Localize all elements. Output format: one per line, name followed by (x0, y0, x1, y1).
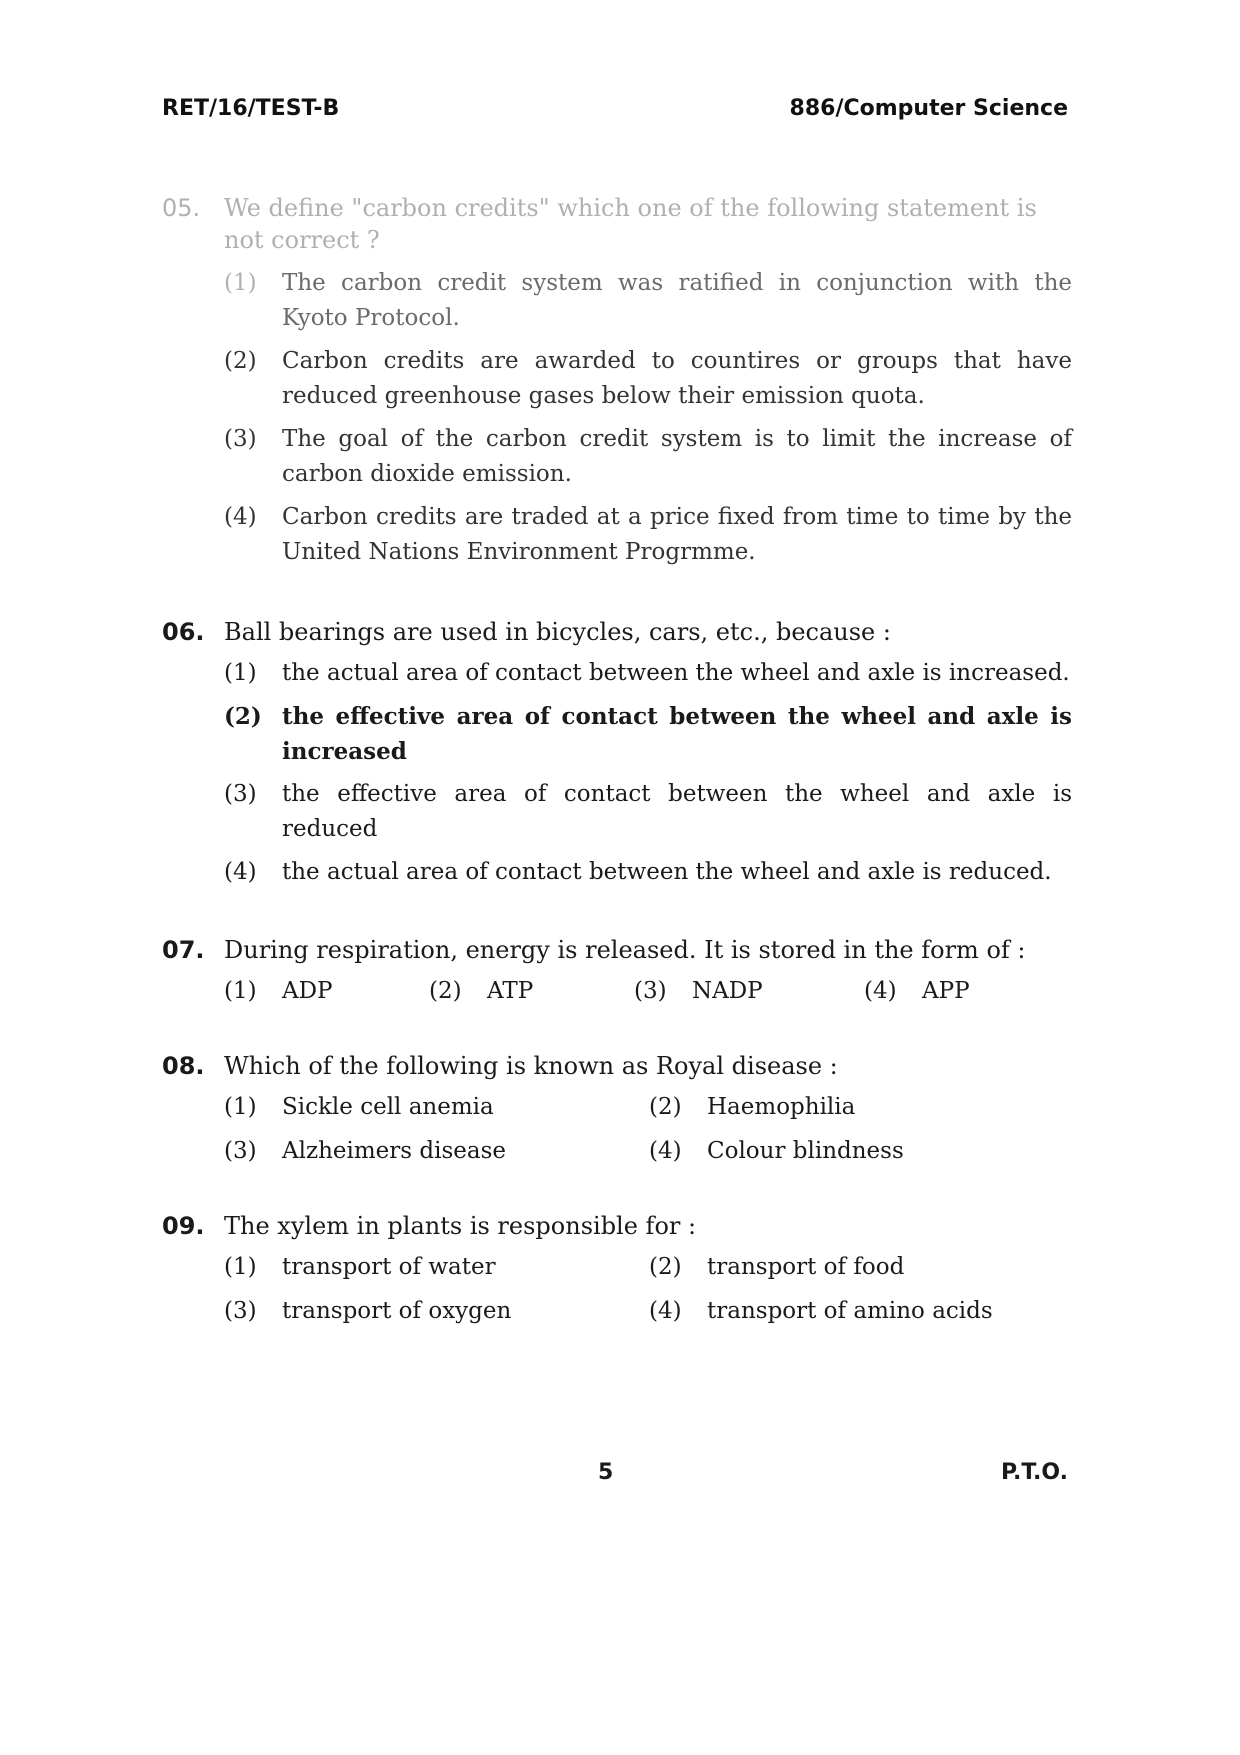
option-number: (3) (224, 781, 257, 807)
question-number: 06. (162, 618, 205, 646)
option-4 (864, 974, 1084, 1008)
option-text: transport of water (282, 1254, 496, 1280)
option-text: the effective area of contact between the wheel and axle is reduced (282, 781, 1072, 842)
question-09 (162, 1210, 1072, 1328)
question-09-stem (162, 1210, 1072, 1242)
question-text: Which of the following is known as Royal disease : (224, 1052, 838, 1080)
option-text: Sickle cell anemia (282, 1094, 494, 1120)
option-3 (224, 1134, 649, 1168)
header-code: RET/16/TEST-B (162, 96, 340, 121)
option-text: transport of amino acids (707, 1298, 993, 1324)
option-1 (224, 974, 429, 1008)
option-text: ADP (282, 978, 333, 1004)
options-row (224, 974, 1072, 1008)
option-number: (4) (649, 1138, 682, 1164)
option-3 (224, 777, 1072, 847)
option-1 (224, 656, 1072, 691)
option-2 (224, 699, 1072, 769)
option-number: (1) (224, 1094, 257, 1120)
option-3 (634, 974, 864, 1008)
option-text: NADP (692, 978, 763, 1004)
option-2 (649, 1250, 1069, 1284)
option-number: (3) (224, 426, 257, 452)
question-number: 07. (162, 936, 205, 964)
option-4 (649, 1134, 1069, 1168)
option-text: Alzheimers disease (282, 1138, 507, 1164)
option-number: (1) (224, 978, 257, 1004)
question-07 (162, 934, 1072, 1008)
option-text: Haemophilia (707, 1094, 856, 1120)
option-4 (649, 1294, 1069, 1328)
question-number: 09. (162, 1212, 205, 1240)
question-text: We define "carbon credits" which one of the following statement is (224, 194, 1037, 222)
options-grid (224, 1090, 1072, 1168)
option-text: APP (922, 978, 970, 1004)
option-text: transport of oxygen (282, 1298, 512, 1324)
option-4 (224, 855, 1072, 890)
options-grid (224, 1250, 1072, 1328)
option-number: (4) (224, 504, 257, 530)
option-number: (3) (224, 1298, 257, 1324)
question-08 (162, 1050, 1072, 1168)
option-number: (1) (224, 270, 257, 296)
option-number: (2) (649, 1094, 682, 1120)
option-number: (1) (224, 660, 257, 686)
option-2 (429, 974, 634, 1008)
option-number: (2) (649, 1254, 682, 1280)
option-3 (224, 1294, 649, 1328)
question-06 (162, 616, 1072, 890)
option-text: Colour blindness (707, 1138, 904, 1164)
option-text: the actual area of contact between the wheel and axle is increased. (282, 660, 1070, 686)
option-text: The carbon credit system was ratified in conjunction with the Kyoto Protocol. (282, 270, 1072, 331)
option-number: (1) (224, 1254, 257, 1280)
option-text: the effective area of contact between the wheel and axle is increased (282, 703, 1072, 765)
option-number: (2) (429, 978, 462, 1004)
option-1 (224, 266, 1072, 336)
option-4 (224, 500, 1072, 570)
option-number: (2) (224, 703, 262, 730)
option-2 (224, 344, 1072, 414)
option-number: (3) (634, 978, 667, 1004)
pto-label: P.T.O. (1000, 1460, 1068, 1485)
option-number: (4) (224, 859, 257, 885)
option-text: The goal of the carbon credit system is to limit the increase of carbon dioxide emission. (282, 426, 1072, 487)
question-text: Ball bearings are used in bicycles, cars, etc., because : (224, 618, 891, 646)
option-text: Carbon credits are awarded to countires or groups that have reduced greenhouse gases below their emission quota. (282, 348, 1072, 409)
question-08-stem (162, 1050, 1072, 1082)
question-07-stem (162, 934, 1072, 966)
option-text: Carbon credits are traded at a price fixed from time to time by the United Nations Environment Progrmme. (282, 504, 1072, 565)
question-number: 05. (162, 194, 201, 222)
option-text: the actual area of contact between the wheel and axle is reduced. (282, 859, 1052, 885)
option-number: (4) (649, 1298, 682, 1324)
option-3 (224, 422, 1072, 492)
option-text: ATP (487, 978, 534, 1004)
question-text: During respiration, energy is released. It is stored in the form of : (224, 936, 1026, 964)
page-number: 5 (598, 1460, 614, 1485)
header-subject: 886/Computer Science (789, 96, 1068, 121)
option-number: (2) (224, 348, 257, 374)
question-05-stem-cont (224, 224, 1072, 256)
option-1 (224, 1250, 649, 1284)
question-number: 08. (162, 1052, 205, 1080)
question-text-cont: not correct ? (224, 226, 380, 254)
option-number: (3) (224, 1138, 257, 1164)
option-2 (649, 1090, 1069, 1124)
question-05 (162, 192, 1072, 570)
option-1 (224, 1090, 649, 1124)
question-text: The xylem in plants is responsible for : (224, 1212, 697, 1240)
option-text: transport of food (707, 1254, 905, 1280)
option-number: (4) (864, 978, 897, 1004)
question-06-stem (162, 616, 1072, 648)
question-05-stem (162, 192, 1072, 224)
